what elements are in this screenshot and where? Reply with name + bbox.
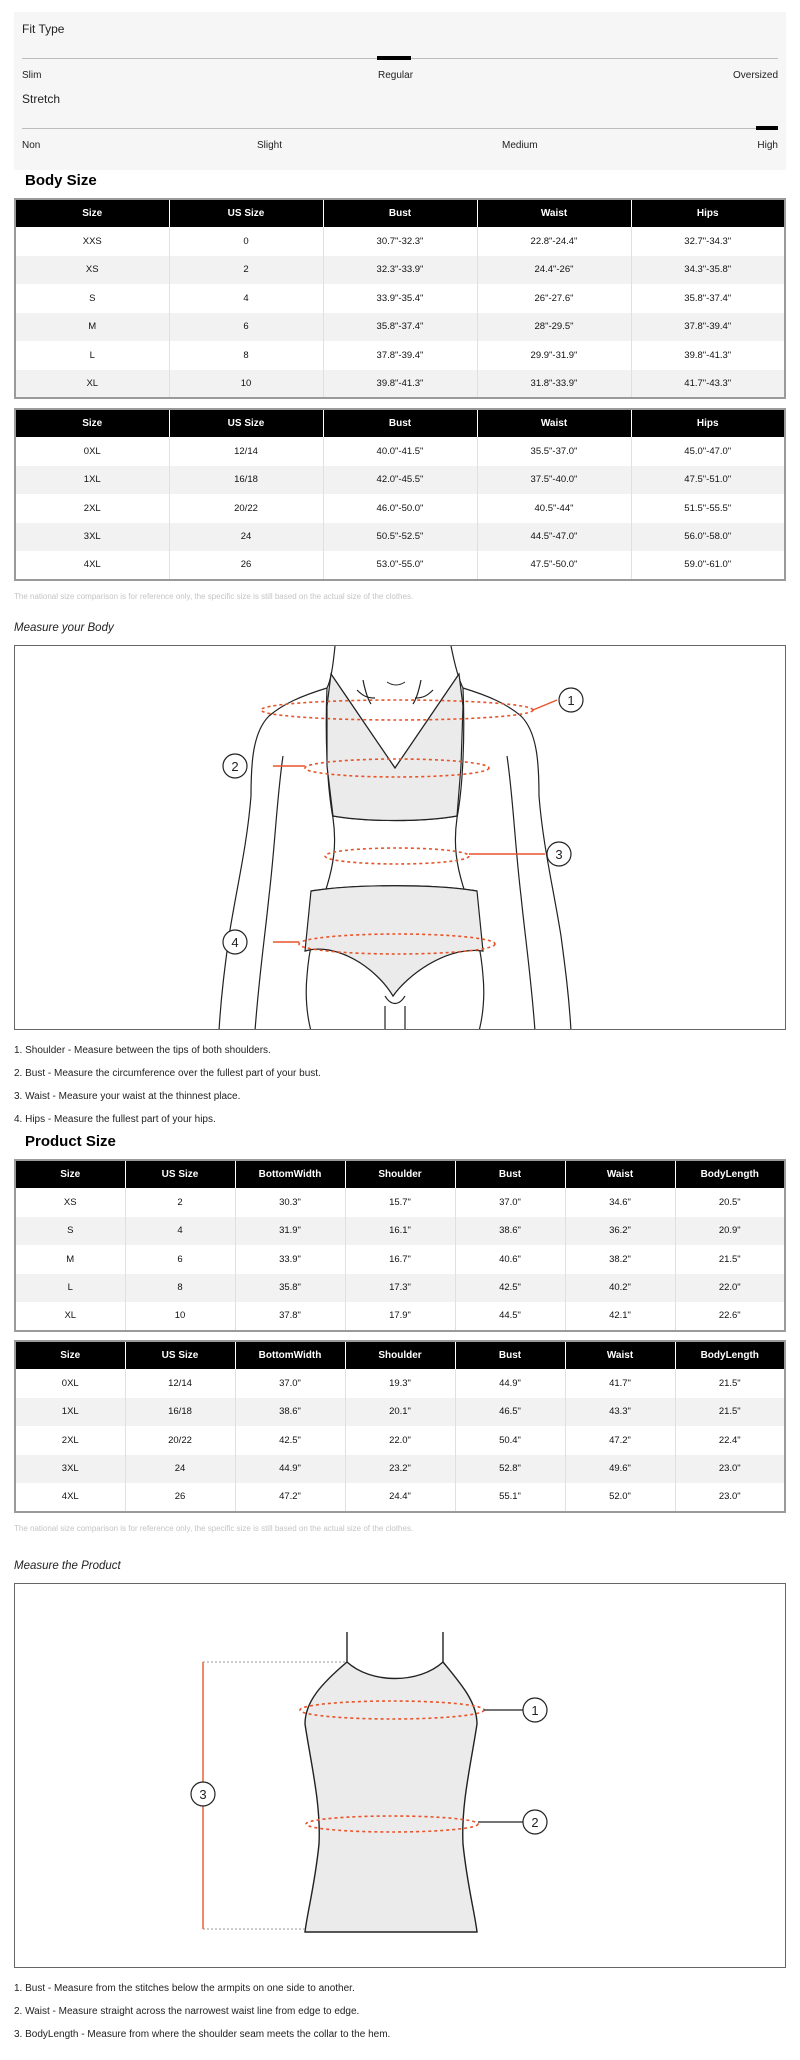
table-row	[15, 1426, 785, 1455]
table-cell: 37.0"	[455, 1188, 565, 1217]
table-row	[15, 437, 785, 466]
table-cell: 35.8"	[235, 1274, 345, 1303]
table-row	[15, 370, 785, 399]
measure-body-title: Measure your Body	[14, 622, 114, 634]
table-cell: 4	[169, 284, 323, 313]
table-cell: XXS	[82, 235, 102, 247]
table-row	[15, 523, 785, 552]
table-cell: 20.9"	[675, 1217, 785, 1246]
table-cell: 20/22	[169, 494, 323, 523]
table-row	[15, 1188, 785, 1217]
table-cell: 44.9"	[235, 1455, 345, 1484]
col-header: Shoulder	[345, 1160, 455, 1188]
table-header-row	[15, 409, 785, 437]
col-header: Bust	[455, 1341, 565, 1369]
table-cell: 4	[125, 1217, 235, 1246]
table-cell: 2	[169, 256, 323, 285]
table-cell: XS	[15, 256, 169, 285]
table-cell: 20.5"	[675, 1188, 785, 1217]
marker-1-label: 1	[531, 1703, 539, 1718]
measure-product-title: Measure the Product	[14, 1560, 121, 1572]
table-cell: 24	[169, 523, 323, 552]
marker-2-label: 2	[531, 1815, 539, 1830]
table-row	[15, 1369, 785, 1398]
table-cell: L	[89, 349, 95, 361]
table-cell: 53.0"-55.0"	[323, 551, 477, 580]
col-header: BodyLength	[675, 1341, 785, 1369]
table-cell: 4XL	[61, 1491, 79, 1503]
table-cell: 1XL	[15, 466, 169, 495]
table-cell: 30.7"-32.3"	[323, 227, 477, 256]
table-cell: 3XL	[15, 523, 169, 552]
table-cell: 22.0"	[675, 1274, 785, 1303]
body-instruction-3: 3. Waist - Measure your waist at the thinnest place.	[14, 1091, 241, 1102]
stretch-label-high: High	[757, 140, 778, 151]
table-cell: 16/18	[125, 1398, 235, 1427]
table-cell: 28"-29.5"	[477, 313, 631, 342]
table-cell: 26"-27.6"	[477, 284, 631, 313]
table-row	[15, 1302, 785, 1331]
product-instruction-1: 1. Bust - Measure from the stitches below the armpits on one side to another.	[14, 1983, 355, 1994]
fit-label-regular: Regular	[378, 70, 414, 81]
table-cell: 50.5"-52.5"	[323, 523, 477, 552]
col-header: Bust	[323, 199, 477, 227]
table-cell: 34.3"-35.8"	[631, 256, 785, 285]
table-cell: 59.0"-61.0"	[631, 551, 785, 580]
stretch-scale	[22, 92, 778, 162]
table-cell: XS	[63, 1196, 77, 1208]
table-cell: 26	[125, 1483, 235, 1512]
body-instruction-2: 2. Bust - Measure the circumference over the fullest part of your bust.	[14, 1068, 321, 1079]
table-cell: 12/14	[125, 1369, 235, 1398]
table-cell: 24.4"-26"	[477, 256, 631, 285]
table-cell: 40.5"-44"	[477, 494, 631, 523]
table-row	[15, 284, 785, 313]
table-cell: 33.9"	[235, 1245, 345, 1274]
waist-measure-line	[325, 848, 469, 864]
col-header: Size	[15, 1160, 125, 1188]
table-cell: 24.4"	[345, 1483, 455, 1512]
table-cell: 19.3"	[345, 1369, 455, 1398]
marker-1-label: 1	[567, 693, 575, 708]
col-header: Size	[15, 1341, 125, 1369]
table-cell: 46.0"-50.0"	[323, 494, 477, 523]
body-instruction-4: 4. Hips - Measure the fullest part of your hips.	[14, 1114, 216, 1125]
col-header: Size	[15, 199, 169, 227]
table-cell: 22.0"	[345, 1426, 455, 1455]
table-cell: 31.8"-33.9"	[477, 370, 631, 399]
table-row	[15, 1483, 785, 1512]
col-header: US Size	[169, 199, 323, 227]
table-header-row	[15, 1160, 785, 1188]
product-size-table-standard	[14, 1159, 786, 1332]
table-cell: 47.5"-50.0"	[477, 551, 631, 580]
table-row	[15, 1217, 785, 1246]
table-cell: 1XL	[15, 1398, 125, 1427]
table-row	[15, 494, 785, 523]
stretch-label-medium: Medium	[502, 140, 538, 151]
table-cell: 34.6"	[565, 1188, 675, 1217]
table-cell: 0XL	[61, 1377, 79, 1389]
body-instruction-1: 1. Shoulder - Measure between the tips of both shoulders.	[14, 1045, 271, 1056]
table-cell: 38.2"	[565, 1245, 675, 1274]
table-cell: 55.1"	[455, 1483, 565, 1512]
fit-label-oversized: Oversized	[732, 70, 778, 81]
table-cell: S	[89, 292, 96, 304]
table-cell: 47.5"-51.0"	[631, 466, 785, 495]
col-header: Bust	[323, 409, 477, 437]
body-size-title: Body Size	[25, 172, 97, 189]
table-header-row	[15, 1341, 785, 1369]
marker-2-label: 2	[231, 759, 239, 774]
table-cell: 20.1"	[345, 1398, 455, 1427]
body-size-table-standard	[14, 198, 786, 399]
table-cell: XL	[15, 370, 169, 399]
size-disclaimer: The national size comparison is for reference only, the specific size is still based on the actual size of the clothes.	[14, 592, 414, 601]
product-size-table-plus	[14, 1340, 786, 1513]
col-header: Hips	[631, 409, 785, 437]
table-cell: 40.0"-41.5"	[323, 437, 477, 466]
table-cell: 35.5"-37.0"	[477, 437, 631, 466]
table-cell: 10	[125, 1302, 235, 1331]
col-header: BottomWidth	[235, 1341, 345, 1369]
table-cell: 37.0"	[235, 1369, 345, 1398]
product-disclaimer: The national size comparison is for reference only, the specific size is still based on the actual size of the clothes.	[14, 1524, 414, 1533]
table-cell: 15.7"	[345, 1188, 455, 1217]
table-cell: 10	[169, 370, 323, 399]
table-cell: 42.0"-45.5"	[323, 466, 477, 495]
table-cell: 50.4"	[455, 1426, 565, 1455]
table-cell: 17.3"	[345, 1274, 455, 1303]
table-cell: 21.5"	[675, 1369, 785, 1398]
stretch-track	[22, 128, 778, 129]
shoulder-measure-line	[261, 700, 533, 720]
table-cell: XL	[64, 1310, 77, 1322]
col-header: Waist	[477, 199, 631, 227]
fit-label-slim: Slim	[22, 70, 42, 81]
body-measure-figure	[14, 645, 786, 1030]
table-cell: 22.6"	[675, 1302, 785, 1331]
table-cell: 42.5"	[235, 1426, 345, 1455]
table-row	[15, 551, 785, 580]
table-cell: 44.5"	[455, 1302, 565, 1331]
table-cell: 24	[125, 1455, 235, 1484]
product-measure-figure	[14, 1583, 786, 1968]
table-cell: 6	[125, 1245, 235, 1274]
table-cell: L	[15, 1274, 125, 1303]
tank-top-illustration	[15, 1584, 786, 1968]
table-cell: 23.2"	[345, 1455, 455, 1484]
table-cell: 16.7"	[345, 1245, 455, 1274]
table-cell: 32.3"-33.9"	[323, 256, 477, 285]
table-cell: 37.8"	[235, 1302, 345, 1331]
table-cell: M	[66, 1253, 75, 1265]
table-cell: 8	[169, 341, 323, 370]
table-cell: 40.2"	[565, 1274, 675, 1303]
table-cell: 2XL	[61, 1434, 79, 1446]
stretch-title: Stretch	[22, 92, 61, 106]
table-cell: 16.1"	[345, 1217, 455, 1246]
table-cell: 32.7"-34.3"	[631, 227, 785, 256]
table-cell: 47.2"	[565, 1426, 675, 1455]
body-illustration	[15, 646, 786, 1030]
col-header: Waist	[477, 409, 631, 437]
product-size-title: Product Size	[25, 1133, 116, 1150]
col-header: Size	[15, 409, 169, 437]
table-cell: 23.0"	[675, 1455, 785, 1484]
col-header: Shoulder	[345, 1341, 455, 1369]
col-header: Bust	[455, 1160, 565, 1188]
table-cell: 6	[169, 313, 323, 342]
marker-3-label: 3	[555, 847, 563, 862]
table-cell: 37.5"-40.0"	[477, 466, 631, 495]
col-header: BodyLength	[675, 1160, 785, 1188]
table-cell: 38.6"	[235, 1398, 345, 1427]
table-cell: 49.6"	[565, 1455, 675, 1484]
table-row	[15, 227, 785, 256]
table-row	[15, 341, 785, 370]
table-cell: 37.8"-39.4"	[631, 313, 785, 342]
table-cell: 26	[169, 551, 323, 580]
table-cell: 17.9"	[345, 1302, 455, 1331]
table-cell: 43.3"	[565, 1398, 675, 1427]
marker-4-label: 4	[231, 935, 239, 950]
product-instruction-2: 2. Waist - Measure straight across the narrowest waist line from edge to edge.	[14, 2006, 360, 2017]
table-cell: 42.5"	[455, 1274, 565, 1303]
table-cell: 46.5"	[455, 1398, 565, 1427]
table-cell: 44.5"-47.0"	[477, 523, 631, 552]
stretch-label-slight: Slight	[257, 140, 283, 151]
body-size-table-plus	[14, 408, 786, 581]
table-cell: 22.4"	[675, 1426, 785, 1455]
table-cell: 37.8"-39.4"	[323, 341, 477, 370]
table-row	[15, 1398, 785, 1427]
table-cell: M	[15, 313, 169, 342]
table-cell: 42.1"	[565, 1302, 675, 1331]
col-header: US Size	[125, 1341, 235, 1369]
table-cell: 3XL	[15, 1455, 125, 1484]
table-cell: 47.2"	[235, 1483, 345, 1512]
table-row	[15, 1274, 785, 1303]
table-cell: 31.9"	[235, 1217, 345, 1246]
table-cell: 35.8"-37.4"	[631, 284, 785, 313]
col-header: Waist	[565, 1160, 675, 1188]
table-cell: 35.8"-37.4"	[323, 313, 477, 342]
col-header: Hips	[631, 199, 785, 227]
table-header-row	[15, 199, 785, 227]
table-row	[15, 1245, 785, 1274]
table-cell: 0	[169, 227, 323, 256]
table-cell: 52.0"	[565, 1483, 675, 1512]
table-cell: 16/18	[169, 466, 323, 495]
table-cell: 29.9"-31.9"	[477, 341, 631, 370]
table-cell: 23.0"	[675, 1483, 785, 1512]
table-cell: 21.5"	[675, 1245, 785, 1274]
table-cell: 0XL	[83, 445, 101, 457]
table-cell: 40.6"	[455, 1245, 565, 1274]
col-header: Waist	[565, 1341, 675, 1369]
table-cell: 21.5"	[675, 1398, 785, 1427]
table-cell: 36.2"	[565, 1217, 675, 1246]
table-cell: 41.7"	[565, 1369, 675, 1398]
table-cell: 44.9"	[455, 1369, 565, 1398]
table-cell: 4XL	[83, 559, 101, 571]
col-header: US Size	[125, 1160, 235, 1188]
table-cell: 45.0"-47.0"	[631, 437, 785, 466]
table-cell: 56.0"-58.0"	[631, 523, 785, 552]
table-cell: 8	[125, 1274, 235, 1303]
fit-type-title: Fit Type	[22, 22, 65, 36]
fit-panel	[14, 12, 786, 170]
stretch-indicator	[756, 126, 778, 130]
table-cell: 20/22	[125, 1426, 235, 1455]
table-cell: 52.8"	[455, 1455, 565, 1484]
table-cell: 39.8"-41.3"	[631, 341, 785, 370]
table-cell: 38.6"	[455, 1217, 565, 1246]
table-cell: 2	[125, 1188, 235, 1217]
table-row	[15, 1455, 785, 1484]
col-header: US Size	[169, 409, 323, 437]
table-cell: 41.7"-43.3"	[631, 370, 785, 399]
marker-3-label: 3	[199, 1787, 207, 1802]
col-header: BottomWidth	[235, 1160, 345, 1188]
table-cell: 2XL	[83, 502, 101, 514]
table-cell: 30.3"	[235, 1188, 345, 1217]
table-cell: 33.9"-35.4"	[323, 284, 477, 313]
table-row	[15, 313, 785, 342]
fit-type-indicator	[377, 56, 411, 60]
table-cell: 12/14	[169, 437, 323, 466]
product-instruction-3: 3. BodyLength - Measure from where the shoulder seam meets the collar to the hem.	[14, 2029, 391, 2040]
table-row	[15, 256, 785, 285]
table-cell: S	[15, 1217, 125, 1246]
table-cell: 22.8"-24.4"	[477, 227, 631, 256]
table-cell: 51.5"-55.5"	[631, 494, 785, 523]
table-row	[15, 466, 785, 495]
fit-type-scale	[22, 22, 778, 92]
stretch-label-non: Non	[22, 140, 41, 151]
table-cell: 39.8"-41.3"	[323, 370, 477, 399]
